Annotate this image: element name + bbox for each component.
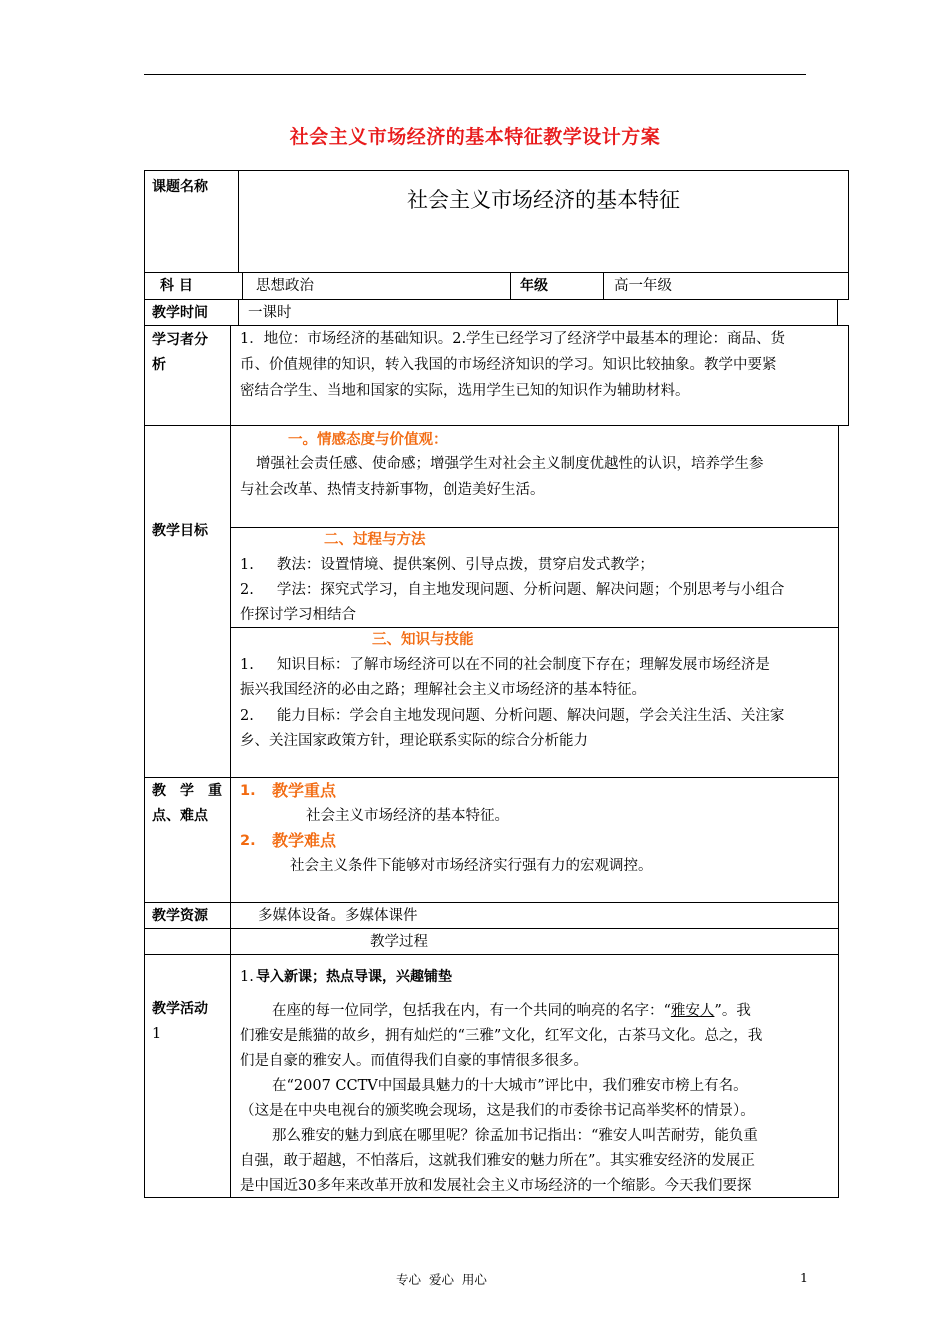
time-label: 教学时间: [152, 305, 208, 321]
topic-value: 社会主义市场经济的基本特征: [407, 188, 680, 212]
activity1-p3-line-2: 自强，敢于超越，不怕落后，这就我们雅安的魅力所在”。其实雅安经济的发展正: [240, 1153, 755, 1169]
activity1-p2-line-2: （这是在中央电视台的颁奖晚会现场，这是我们的市委徐书记高举奖杯的情景）。: [240, 1103, 755, 1119]
keypoints-text-1: 社会主义市场经济的基本特征。: [306, 808, 509, 824]
header-rule: [144, 74, 806, 75]
goals-s2-line-1: 1. 教法：设置情境、提供案例、引导点拨，贯穿启发式教学；: [240, 557, 654, 573]
footer-motto: 专心 爱心 用心: [396, 1272, 487, 1287]
subject-label: 科 目: [160, 278, 193, 294]
goals-s2-heading: 二、过程与方法: [324, 532, 426, 548]
resources-value: 多媒体设备。多媒体课件: [258, 908, 418, 924]
goals-s2-line-3: 作探讨学习相结合: [240, 607, 356, 623]
analysis-line-3: 密结合学生、当地和国家的实际，选用学生已知的知识作为辅助材料。: [240, 383, 690, 399]
activity1-p3-line-3: 是中国近30多年来改革开放和发展社会主义市场经济的一个缩影。今天我们要探: [240, 1178, 752, 1194]
goals-s2-line-2: 2. 学法：探究式学习，自主地发现问题、分析问题、解决问题；个别思考与小组合: [240, 582, 785, 598]
activity1-num: 1.: [240, 969, 254, 985]
subject-value: 思想政治: [256, 278, 314, 294]
page-number: 1: [800, 1270, 808, 1285]
keypoints-label-line-1: 教 学 重: [152, 783, 222, 799]
goals-s1-line-2: 与社会改革、热情支持新事物，创造美好生活。: [240, 482, 545, 498]
activity1-p1-line-3: 们是自豪的雅安人。而值得我们自豪的事情很多很多。: [240, 1053, 588, 1069]
activity1-label-line-2: 1: [152, 1026, 162, 1042]
activity1-p1-line-2: 们雅安是熊猫的故乡，拥有灿烂的“三雅”文化，红军文化，古茶马文化。总之，我: [240, 1028, 763, 1044]
topic-label: 课题名称: [152, 179, 208, 195]
keypoints-heading-1: 教学重点: [272, 781, 337, 800]
goals-label: 教学目标: [152, 523, 208, 539]
activity1-p2-line-1: 在“2007 CCTV中国最具魅力的十大城市”评比中，我们雅安市榜上有名。: [272, 1078, 748, 1094]
activity1-p3-line-1: 那么雅安的魅力到底在哪里呢？徐孟加书记指出：“雅安人叫苦耐劳，能负重: [272, 1128, 758, 1144]
keypoints-label-line-2: 点、难点: [152, 808, 208, 824]
activity1-p1-underlined: 雅安人: [670, 1003, 715, 1019]
resources-label: 教学资源: [152, 908, 208, 924]
goals-s3-line-2: 振兴我国经济的必由之路；理解社会主义市场经济的基本特征。: [240, 682, 646, 698]
goals-s3-line-1: 1. 知识目标：了解市场经济可以在不同的社会制度下存在；理解发展市场经济是: [240, 657, 770, 673]
process-label-cell: [144, 928, 231, 955]
keypoints-text-2: 社会主义条件下能够对市场经济实行强有力的宏观调控。: [290, 858, 653, 874]
goals-s3-line-3: 2. 能力目标：学会自主地发现问题、分析问题、解决问题，学会关注生活、关注家: [240, 708, 785, 724]
process-value-cell: [230, 928, 839, 955]
grade-value: 高一年级: [614, 278, 672, 294]
goals-s3-line-4: 乡、关注国家政策方针，理论联系实际的综合分析能力: [240, 733, 588, 749]
page-title: 社会主义市场经济的基本特征教学设计方案: [289, 126, 661, 148]
activity1-heading: 导入新课；热点导课，兴趣铺垫: [256, 969, 452, 985]
grade-label: 年级: [520, 278, 548, 294]
analysis-line-1: 1．地位：市场经济的基础知识。2.学生已经学习了经济学中最基本的理论：商品、货: [240, 331, 786, 347]
keypoints-num-2: 2.: [240, 833, 256, 849]
analysis-label-line-1: 学习者分: [152, 332, 208, 348]
activity1-p1-text-a: 在座的每一位同学，包括我在内，有一个共同的响亮的名字：“: [272, 1003, 671, 1019]
goals-s3-heading: 三、知识与技能: [372, 632, 474, 648]
time-value-cell: [238, 299, 838, 326]
goals-s1-heading: 一。情感态度与价值观：: [288, 432, 448, 448]
activity1-p1-text-b: ”。我: [714, 1003, 751, 1019]
activity1-label-cell: [144, 954, 231, 1198]
time-value: 一课时: [248, 305, 292, 321]
goals-s1-line-1: 增强社会责任感、使命感；增强学生对社会主义制度优越性的认识，培养学生参: [256, 456, 764, 472]
activity1-label-line-1: 教学活动: [152, 1001, 208, 1017]
process-value: 教学过程: [370, 934, 428, 950]
analysis-line-2: 币、价值规律的知识，转入我国的市场经济知识的学习。知识比较抽象。教学中要紧: [240, 357, 777, 373]
keypoints-num-1: 1.: [240, 783, 256, 799]
activity1-p1-line-1: [272, 998, 751, 1024]
subject-label-cell: [144, 272, 243, 300]
goals-label-cell: [144, 425, 231, 778]
analysis-label-line-2: 析: [152, 357, 166, 373]
keypoints-heading-2: 教学难点: [272, 831, 337, 850]
